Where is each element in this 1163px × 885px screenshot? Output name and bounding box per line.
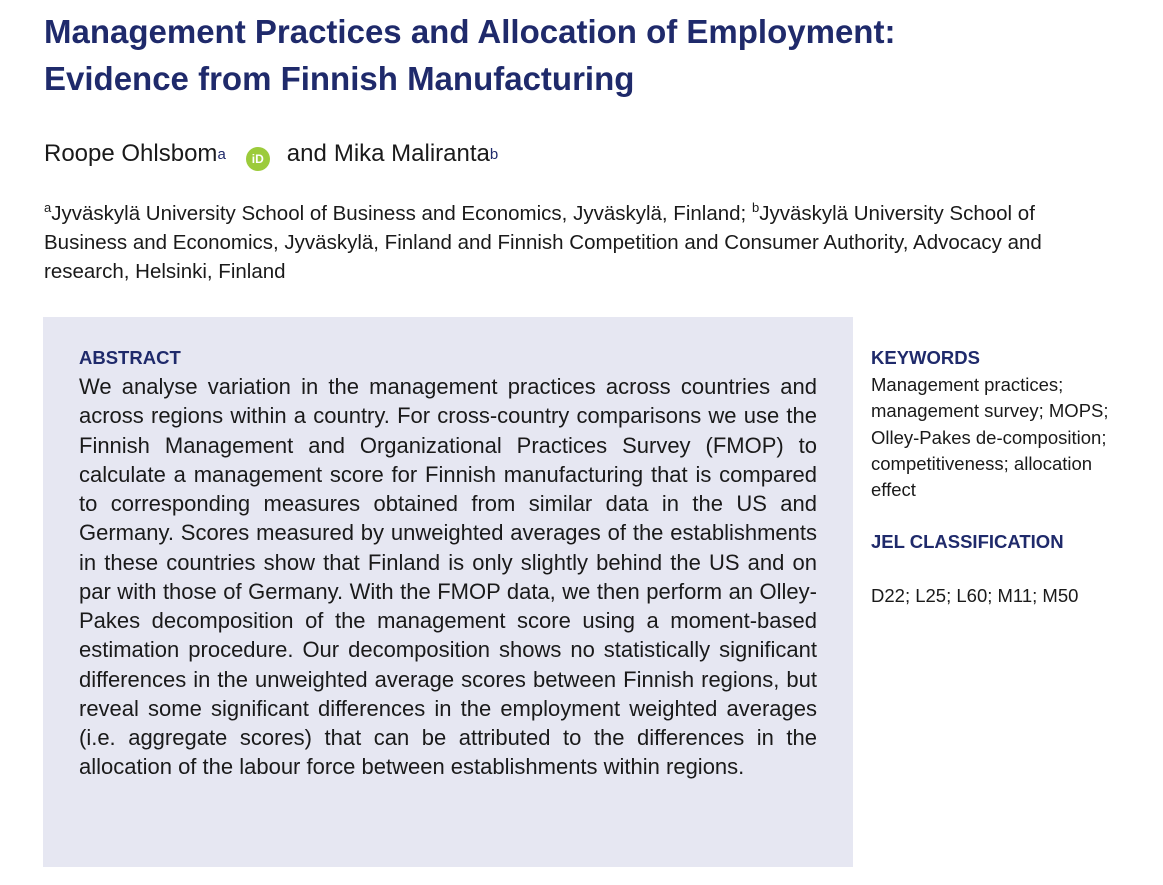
affiliations bbox=[44, 193, 1104, 286]
author-name: Mika Maliranta bbox=[333, 140, 490, 167]
keywords-heading: KEYWORDS bbox=[871, 347, 980, 368]
affiliation-text: Jyväskylä University School of Business and Economics, Jyväskylä, Finland; bbox=[51, 201, 747, 225]
affiliation-mark: a bbox=[217, 146, 226, 163]
abstract-text: We analyse variation in the management practices across countries and across regions within a country. For cross-country comparisons we use the Finnish Management and Organizational Practices Survey (FMOP) to calculate a management score for Finnish manufacturing that is compared to corresponding measures obtained from similar data in the US and Germany. Scores measured by unweighted averages of the establishments in these countries show that Finland is only slightly behind the US and on par with those of Germany. With the FMOP data, we then perform an Olley-Pakes decomposition of the management score using a moment-based estimation procedure. Our decomposition shows no statistically significant differences in the unweighted average scores between Finnish regions, but reveal some significant differences in the employment weighted averages (i.e. aggregate scores) that can be attributed to the differences in the allocation of the labour force between establishments within regions. bbox=[79, 374, 817, 780]
affiliation-text: Jyväskylä University School of Business and Economics, Jyväskylä, Finland and Finnish Competition and Consumer Authority, Advocacy and research, Helsinki, Finland bbox=[44, 201, 1042, 283]
authors-connector: and bbox=[286, 140, 327, 167]
affiliation-mark: b bbox=[489, 146, 499, 163]
affiliation-mark: a bbox=[44, 200, 52, 215]
orcid-icon[interactable]: iD bbox=[246, 147, 270, 171]
jel-heading: JEL CLASSIFICATION bbox=[871, 531, 1064, 552]
affiliation-mark: b bbox=[751, 200, 760, 215]
abstract-heading: ABSTRACT bbox=[79, 347, 181, 368]
abstract-box bbox=[43, 317, 853, 867]
author-name: Roope Ohlsbom bbox=[44, 140, 218, 167]
article-title: Management Practices and Allocation of Employment: Evidence from Finnish Manufacturing bbox=[44, 13, 896, 97]
author-line bbox=[44, 137, 498, 174]
jel-codes: D22; L25; L60; M11; M50 bbox=[871, 585, 1079, 606]
keywords-text: Management practices; management survey; MOPS; Olley-Pakes de-composition; competitiveness; allocation effect bbox=[871, 374, 1109, 501]
